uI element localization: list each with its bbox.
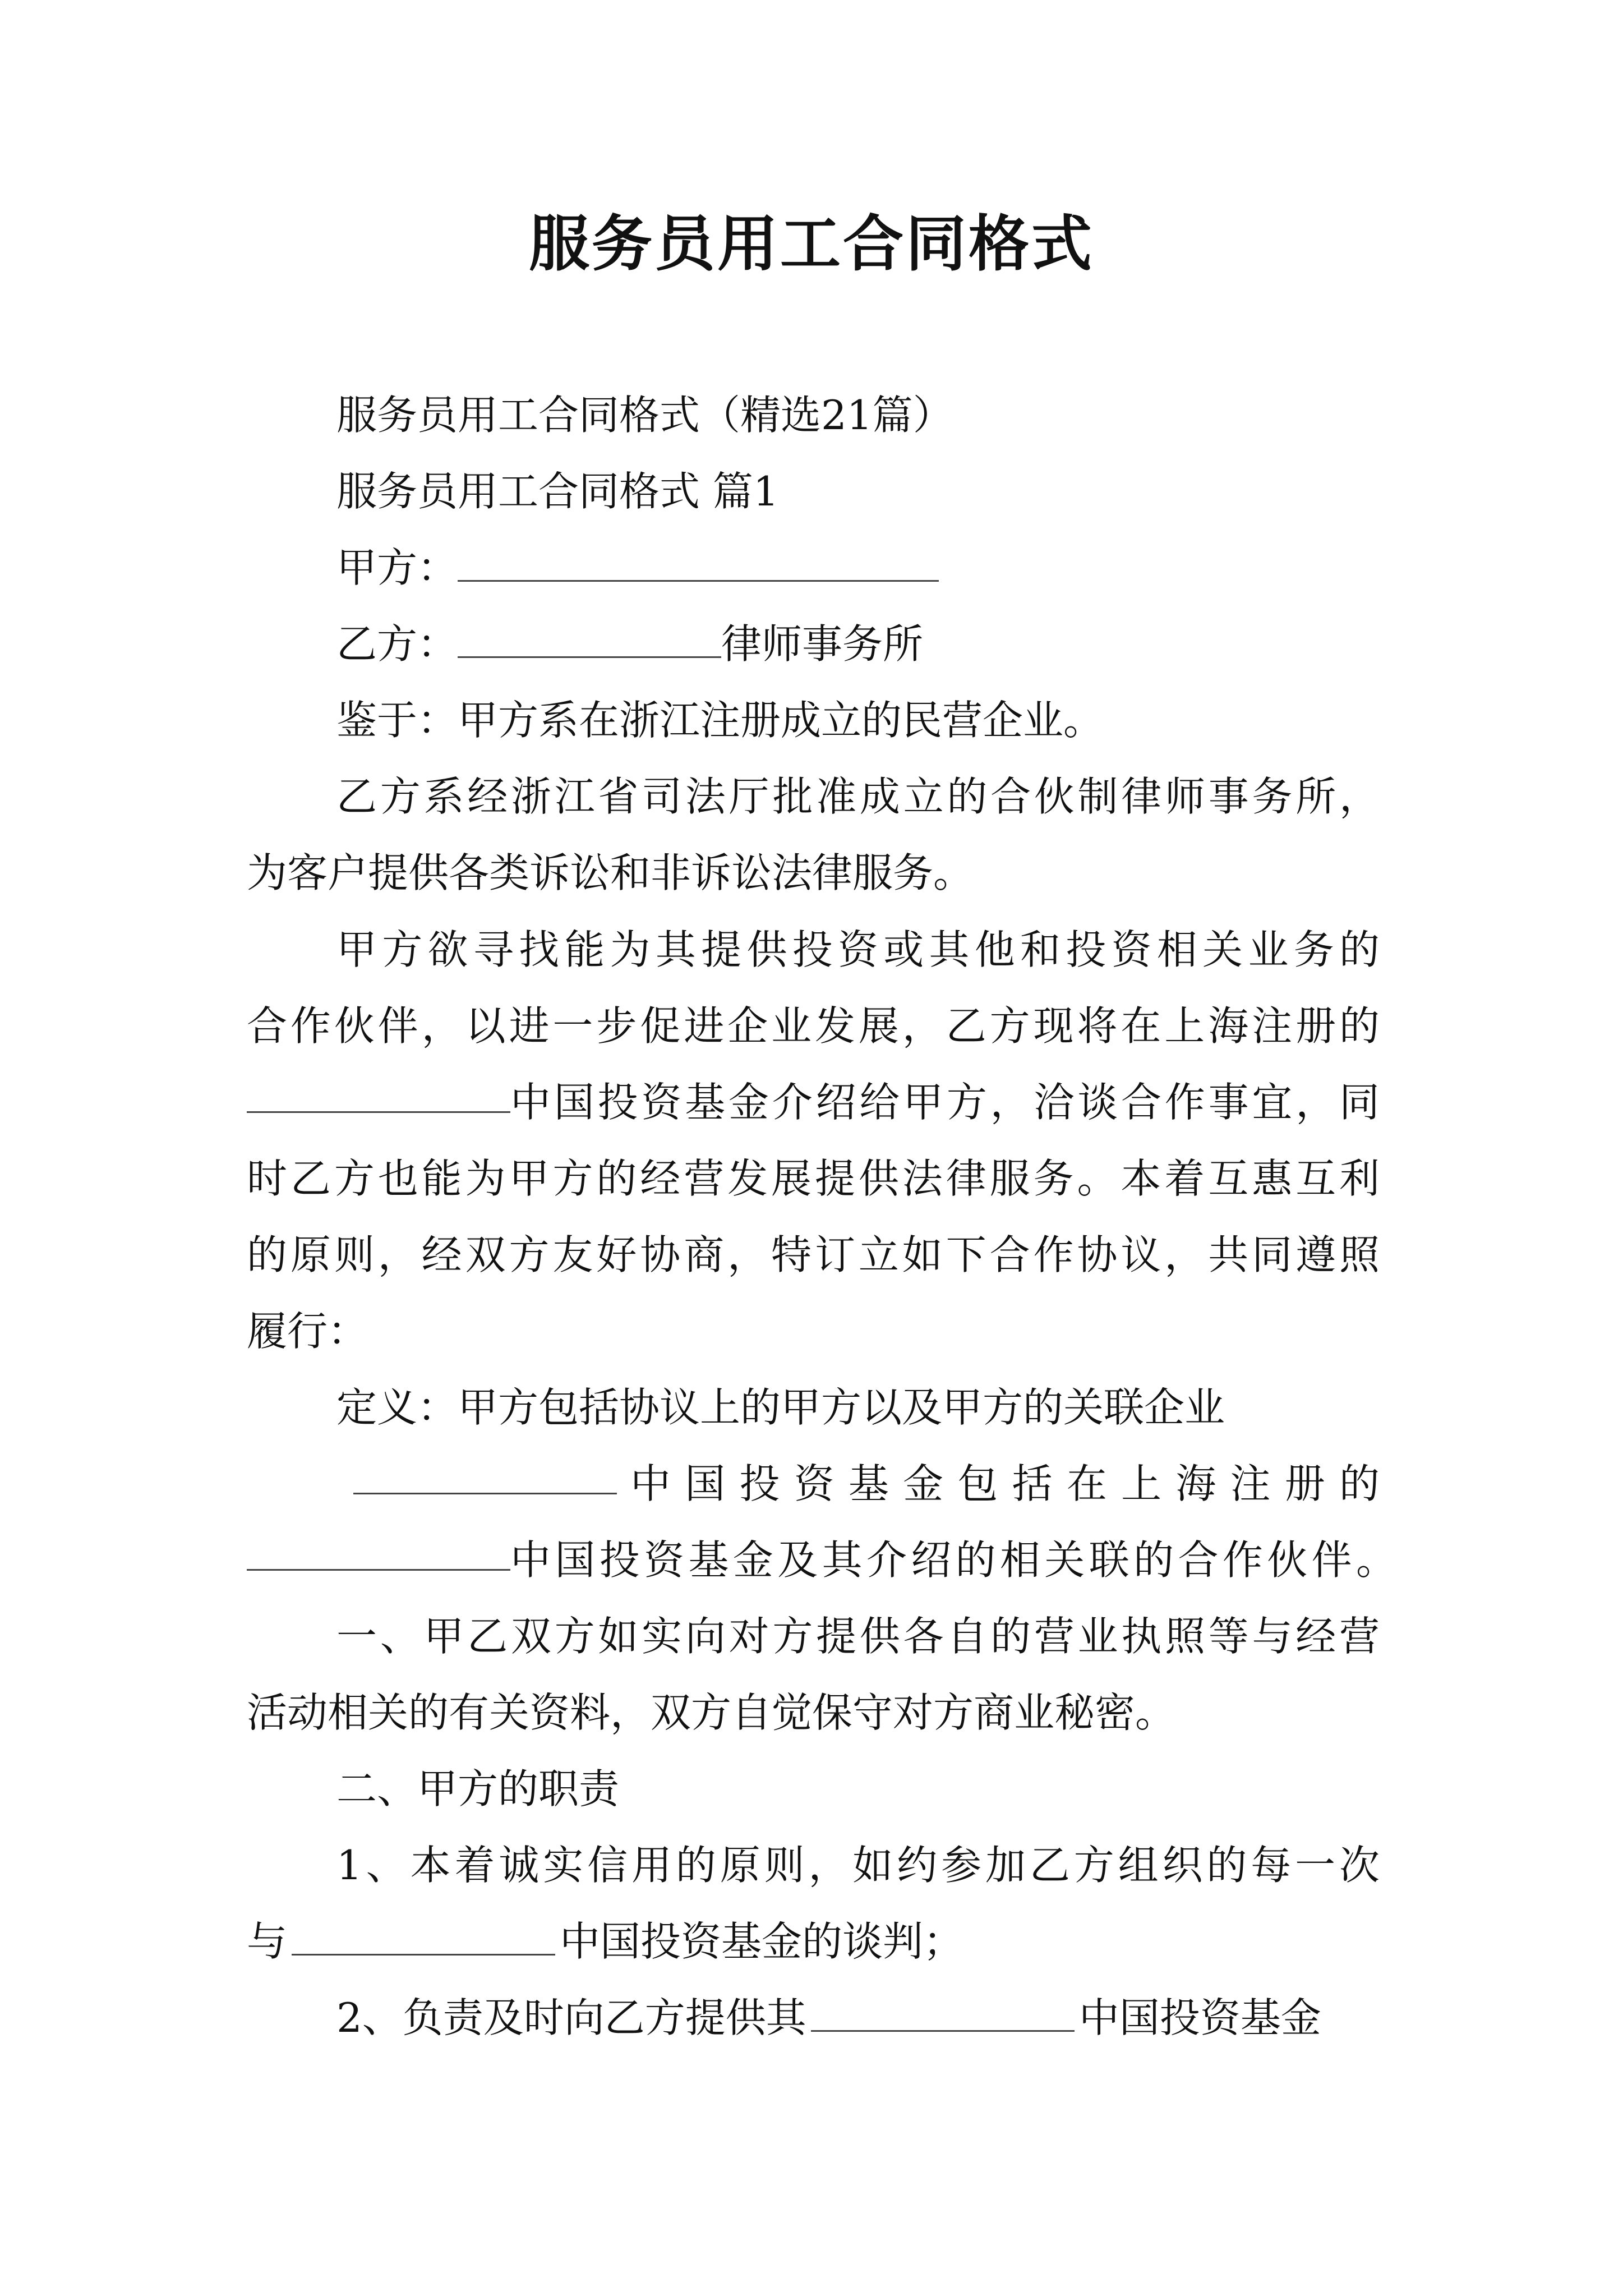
party-b-suffix: 律师事务所 — [721, 620, 924, 668]
party-b-line — [336, 616, 923, 672]
item-1-line-2-text: 中国投资基金的谈判； — [560, 1918, 964, 1965]
paragraph-2-line-2: 合作伙伴，以进一步促进企业发展，乙方现将在上海注册的 — [247, 1002, 1380, 1050]
definition-line-2-text: 中国投资基金包括在上海注册的 — [630, 1460, 1380, 1507]
paragraph-2-line-3-text: 中国投资基金介绍给甲方，洽谈合作事宜，同 — [510, 1079, 1380, 1126]
paragraph-2-line-5: 的原则，经双方友好协商，特订立如下合作协议，共同遵照 — [247, 1231, 1380, 1278]
whereas-clause: 鉴于：甲方系在浙江注册成立的民营企业。 — [336, 697, 1104, 744]
party-a-blank — [458, 543, 939, 582]
item-1-line-2 — [247, 1913, 963, 1970]
paragraph-1-line-2: 为客户提供各类诉讼和非诉讼法律服务。 — [247, 849, 974, 896]
paragraph-2-line-4: 时乙方也能为甲方的经营发展提供法律服务。本着互惠互利 — [247, 1155, 1380, 1202]
paragraph-1-line-1: 乙方系经浙江省司法厅批准成立的合伙制律师事务所， — [336, 773, 1380, 820]
definition-line-2 — [353, 1456, 1380, 1512]
fund-name-blank-2 — [353, 1456, 617, 1494]
party-a-label: 甲方： — [336, 544, 458, 591]
section-heading: 服务员用工合同格式 篇1 — [336, 468, 779, 515]
party-b-label: 乙方： — [336, 620, 458, 668]
item-1-prefix: 与 — [247, 1918, 288, 1965]
paragraph-2-line-6: 履行： — [247, 1308, 368, 1355]
subtitle: 服务员用工合同格式（精选21篇） — [336, 392, 953, 439]
fund-name-blank-1 — [247, 1074, 510, 1113]
article-2-heading: 二、甲方的职责 — [336, 1765, 620, 1812]
definition-line-3-text: 中国投资基金及其介绍的相关联的合作伙伴。 — [510, 1536, 1396, 1584]
article-1-line-1: 一、甲乙双方如实向对方提供各自的营业执照等与经营 — [336, 1613, 1380, 1660]
item-2-line-1 — [336, 1990, 1321, 2046]
document-title: 服务员用工合同格式 — [528, 209, 1094, 279]
paragraph-2-line-1: 甲方欲寻找能为其提供投资或其他和投资相关业务的 — [336, 926, 1380, 973]
fund-name-blank-4 — [292, 1917, 555, 1955]
item-2-line-1-text: 2、负责及时向乙方提供其 — [336, 1994, 806, 2041]
fund-name-blank-3 — [247, 1532, 510, 1571]
item-2-suffix: 中国投资基金 — [1078, 1994, 1321, 2041]
fund-name-blank-5 — [811, 1993, 1075, 2032]
paragraph-2-line-3 — [247, 1074, 1380, 1130]
party-a-line — [336, 540, 939, 596]
item-1-line-1: 1、本着诚实信用的原则，如约参加乙方组织的每一次 — [336, 1842, 1380, 1889]
party-b-blank — [458, 619, 721, 658]
article-1-line-2: 活动相关的有关资料，双方自觉保守对方商业秘密。 — [247, 1689, 1176, 1736]
definition-line-3 — [247, 1532, 1396, 1588]
definition-line-1: 定义：甲方包括协议上的甲方以及甲方的关联企业 — [336, 1384, 1225, 1431]
